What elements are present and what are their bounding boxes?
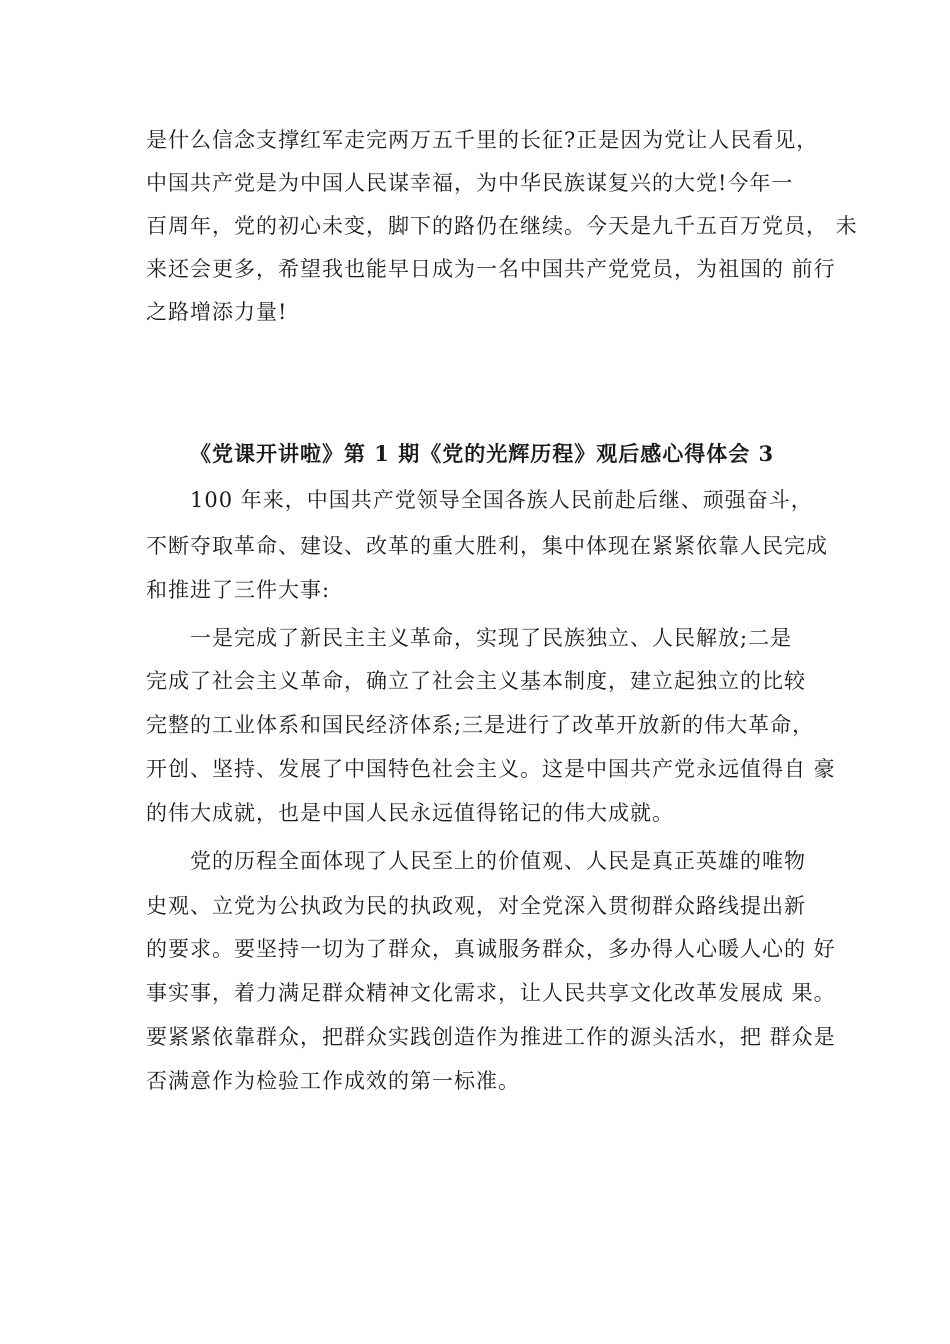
paragraph-2-line-2: 完成了社会主义革命，确立了社会主义基本制度，建立起独立的比较 bbox=[146, 669, 806, 693]
paragraph-1-line-2: 不断夺取革命、建设、改革的重大胜利，集中体现在紧紧依靠人民完成 bbox=[146, 534, 828, 558]
intro-line-4: 来还会更多，希望我也能早日成为一名中国共产党党员，为祖国的 前行 bbox=[146, 257, 836, 281]
paragraph-1-line-3: 和推进了三件大事: bbox=[146, 578, 331, 602]
section-title: 《党课开讲啦》第 1 期《党的光辉历程》观后感心得体会 3 bbox=[190, 441, 775, 466]
paragraph-3-line-6: 否满意作为检验工作成效的第一标准。 bbox=[146, 1069, 520, 1093]
intro-line-5: 之路增添力量! bbox=[146, 300, 288, 324]
paragraph-3-line-4: 事实事，着力满足群众精神文化需求，让人民共享文化改革发展成 果。 bbox=[146, 981, 836, 1005]
paragraph-2-line-4: 开创、坚持、发展了中国特色社会主义。这是中国共产党永远值得自 豪 bbox=[146, 757, 836, 781]
intro-line-3: 百周年，党的初心未变，脚下的路仍在继续。今天是九千五百万党员， 未 bbox=[146, 214, 858, 238]
paragraph-1-line-1: 100 年来，中国共产党领导全国各族人民前赴后继、顽强奋斗， bbox=[190, 488, 813, 512]
paragraph-3-line-2: 史观、立党为公执政为民的执政观，对全党深入贯彻群众路线提出新 bbox=[146, 894, 806, 918]
intro-line-1: 是什么信念支撑红军走完两万五千里的长征?正是因为党让人民看见， bbox=[146, 128, 819, 152]
paragraph-2-line-5: 的伟大成就，也是中国人民永远值得铭记的伟大成就。 bbox=[146, 801, 674, 825]
paragraph-3-line-3: 的要求。要坚持一切为了群众，真诚服务群众，多办得人心暖人心的 好 bbox=[146, 937, 836, 961]
intro-line-2: 中国共产党是为中国人民谋幸福，为中华民族谋复兴的大党!今年一 bbox=[146, 171, 794, 195]
paragraph-2-line-3: 完整的工业体系和国民经济体系;三是进行了改革开放新的伟大革命， bbox=[146, 713, 815, 737]
paragraph-3-line-1: 党的历程全面体现了人民至上的价值观、人民是真正英雄的唯物 bbox=[190, 849, 806, 873]
paragraph-2-line-1: 一是完成了新民主主义革命，实现了民族独立、人民解放;二是 bbox=[190, 626, 793, 650]
paragraph-3-line-5: 要紧紧依靠群众，把群众实践创造作为推进工作的源头活水，把 群众是 bbox=[146, 1025, 836, 1049]
